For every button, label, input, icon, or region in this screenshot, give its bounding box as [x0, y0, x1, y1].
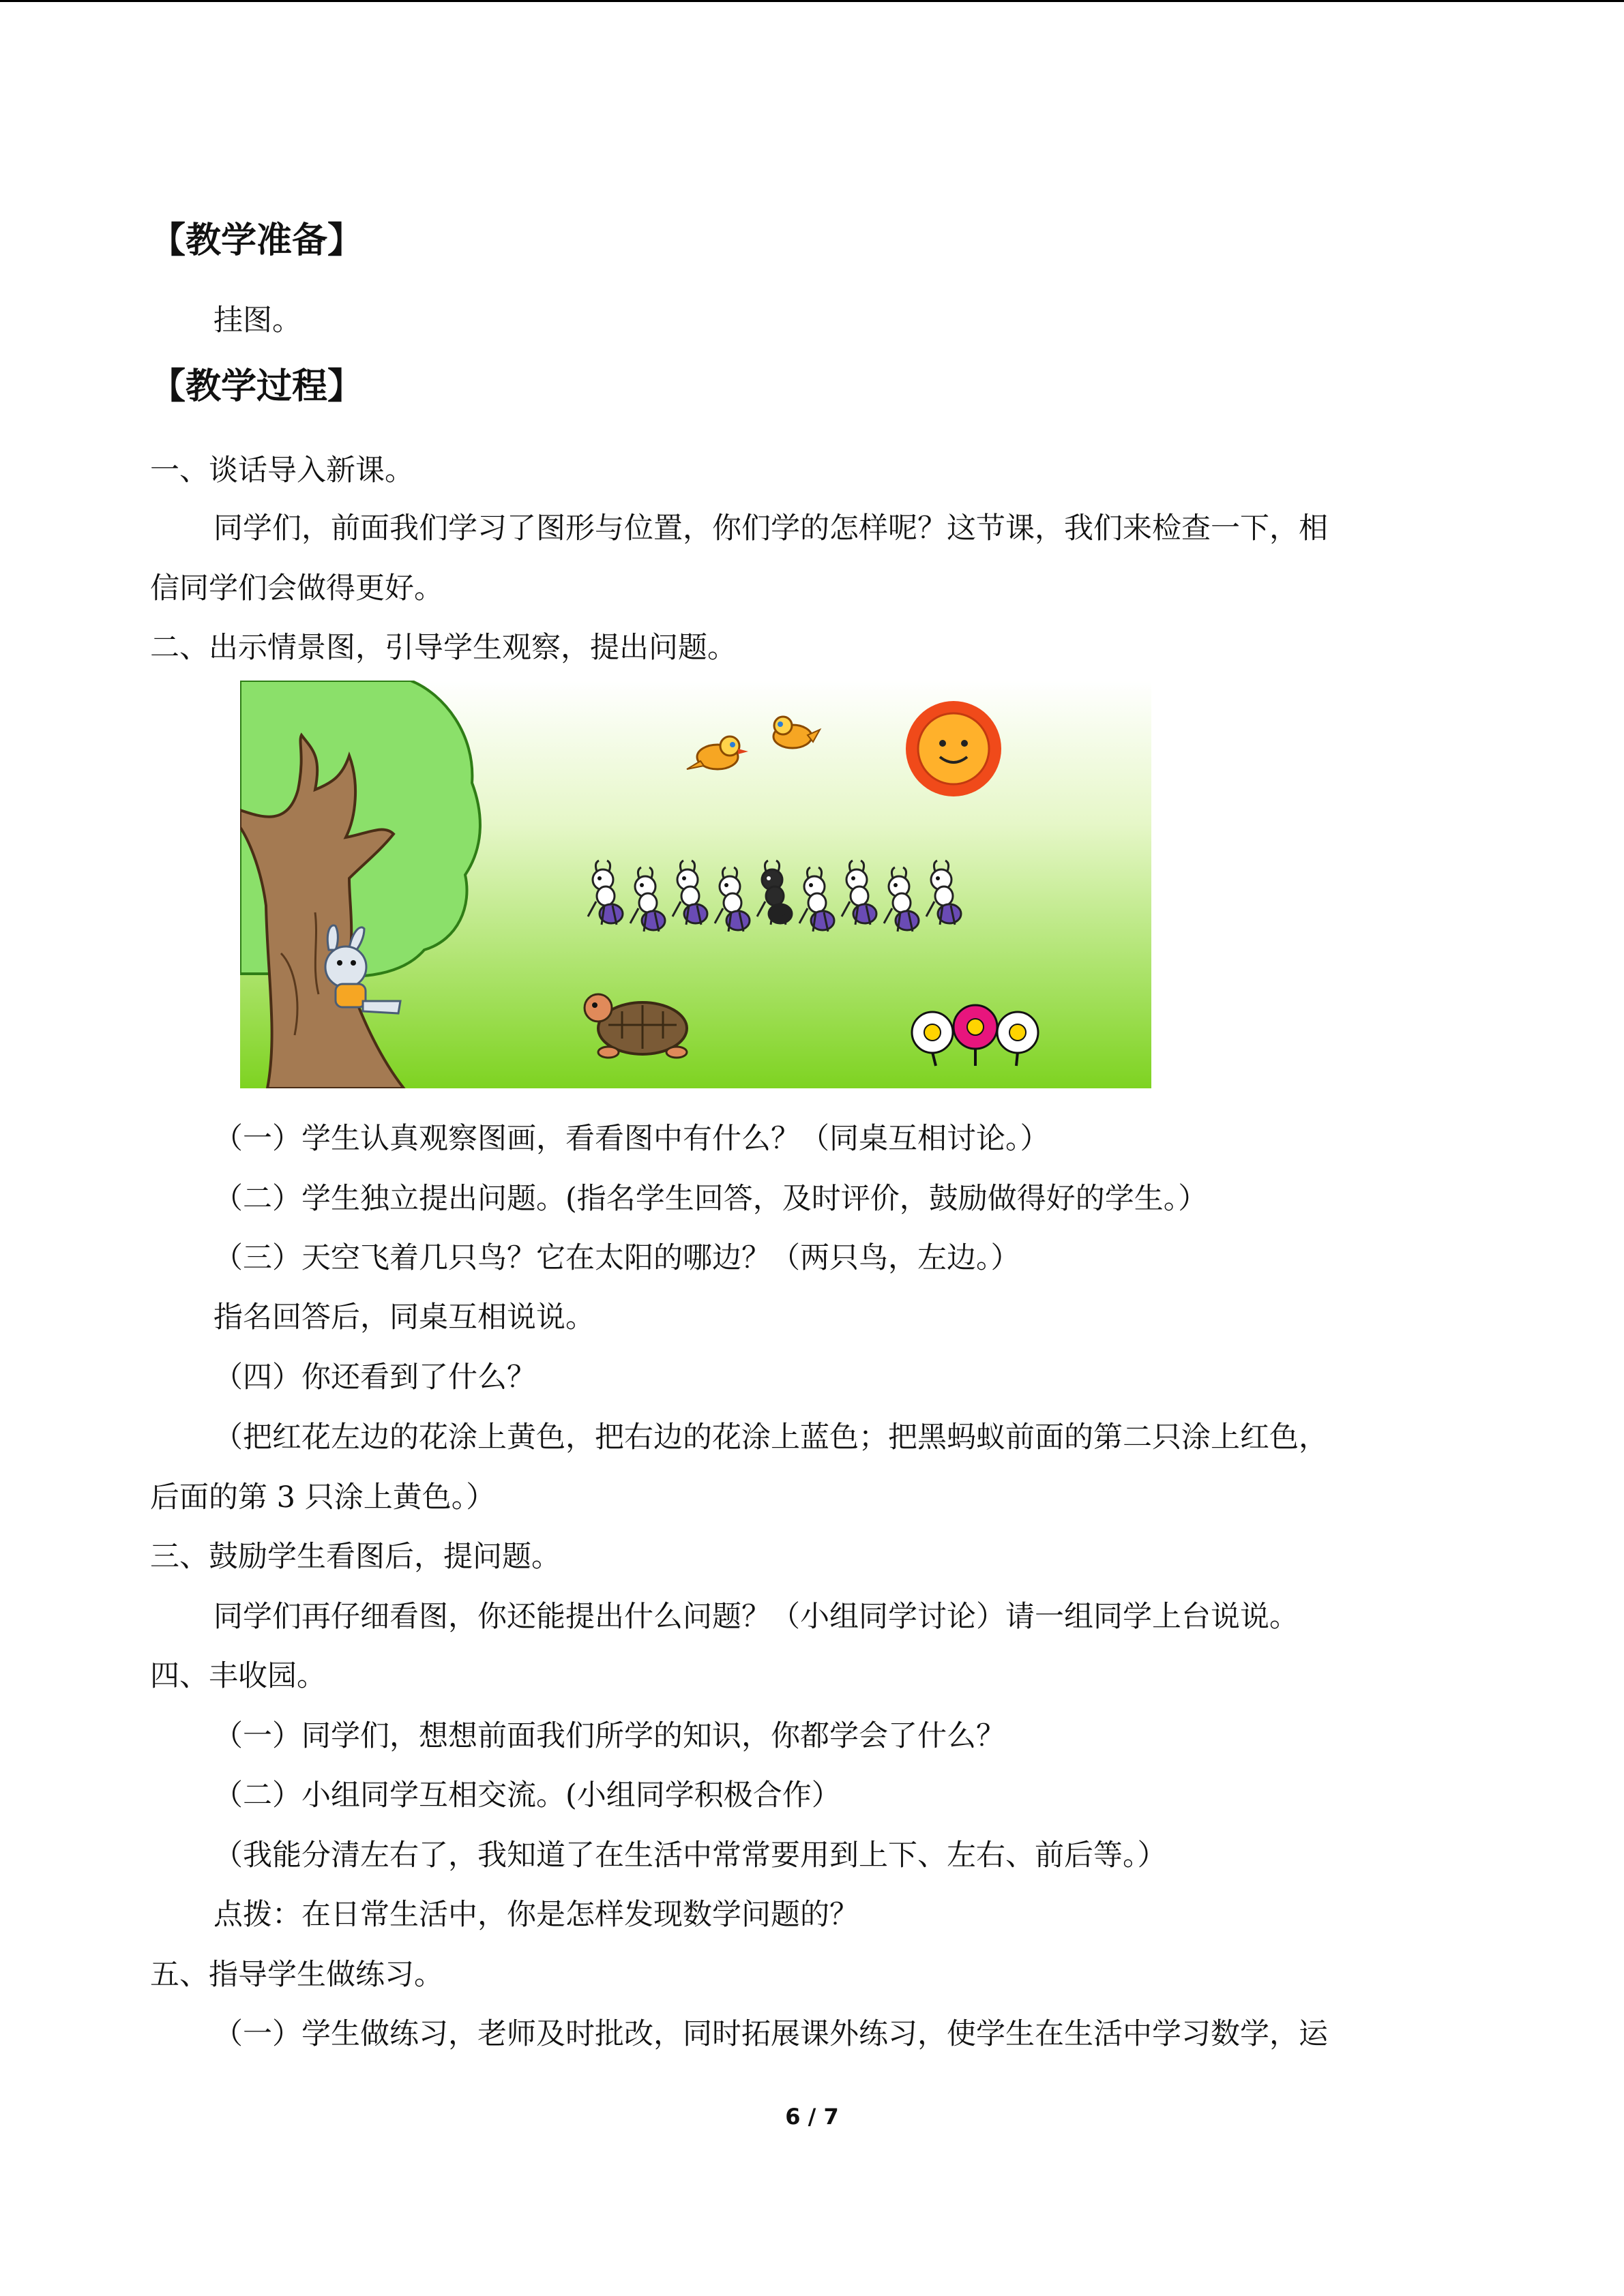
scene-illustration [240, 681, 1151, 1088]
section-2-item-4-para-line1: （把红花左边的花涂上黄色，把右边的花涂上蓝色；把黑蚂蚁前面的第二只涂上红色， [213, 1420, 1328, 1455]
section-4-item-2: （二）小组同学互相交流。(小组同学积极合作） [213, 1778, 841, 1813]
page-number: 6 / 7 [785, 2104, 839, 2130]
section-4-item-3: （我能分清左右了，我知道了在生活中常常要用到上下、左右、前后等。） [213, 1838, 1167, 1873]
section-2-item-2: （二）学生独立提出问题。(指名学生回答，及时评价，鼓励做得好的学生。） [213, 1182, 1208, 1216]
prep-item: 挂图。 [213, 303, 301, 338]
section-2-item-3: （三）天空飞着几只鸟？它在太阳的哪边？（两只鸟，左边。） [213, 1241, 1020, 1275]
section-1-title: 一、谈话导入新课。 [150, 453, 414, 488]
section-4-item-1: （一）同学们，想想前面我们所学的知识，你都学会了什么？ [213, 1719, 1005, 1753]
top-border [0, 0, 1624, 2]
section-2-title: 二、出示情景图，引导学生观察，提出问题。 [150, 631, 737, 665]
section-1-para-line1: 同学们，前面我们学习了图形与位置，你们学的怎样呢？这节课，我们来检查一下，相 [213, 511, 1328, 546]
section-5-title: 五、指导学生做练习。 [150, 1958, 443, 1992]
section-3-para: 同学们再仔细看图，你还能提出什么问题？（小组同学讨论）请一组同学上台说说。 [213, 1600, 1299, 1634]
section-2-item-4-para-line2: 后面的第 3 只涂上黄色。） [150, 1480, 496, 1515]
sun [906, 701, 1001, 796]
section-2-item-3-note: 指名回答后，同桌互相说说。 [213, 1300, 595, 1335]
section-4-title: 四、丰收园。 [150, 1659, 326, 1693]
section-4-item-4: 点拨：在日常生活中，你是怎样发现数学问题的？ [213, 1898, 859, 1932]
section-2-item-1: （一）学生认真观察图画，看看图中有什么？（同桌互相讨论。） [213, 1122, 1050, 1156]
heading-teaching-process: 【教学过程】 [150, 366, 364, 407]
section-1-para-line2: 信同学们会做得更好。 [150, 571, 443, 606]
section-5-item-1: （一）学生做练习，老师及时批改，同时拓展课外练习，使学生在生活中学习数学，运 [213, 2017, 1328, 2051]
section-3-title: 三、鼓励学生看图后，提问题。 [150, 1540, 561, 1574]
section-2-item-4: （四）你还看到了什么？ [213, 1360, 536, 1395]
heading-teaching-prep: 【教学准备】 [150, 220, 364, 261]
